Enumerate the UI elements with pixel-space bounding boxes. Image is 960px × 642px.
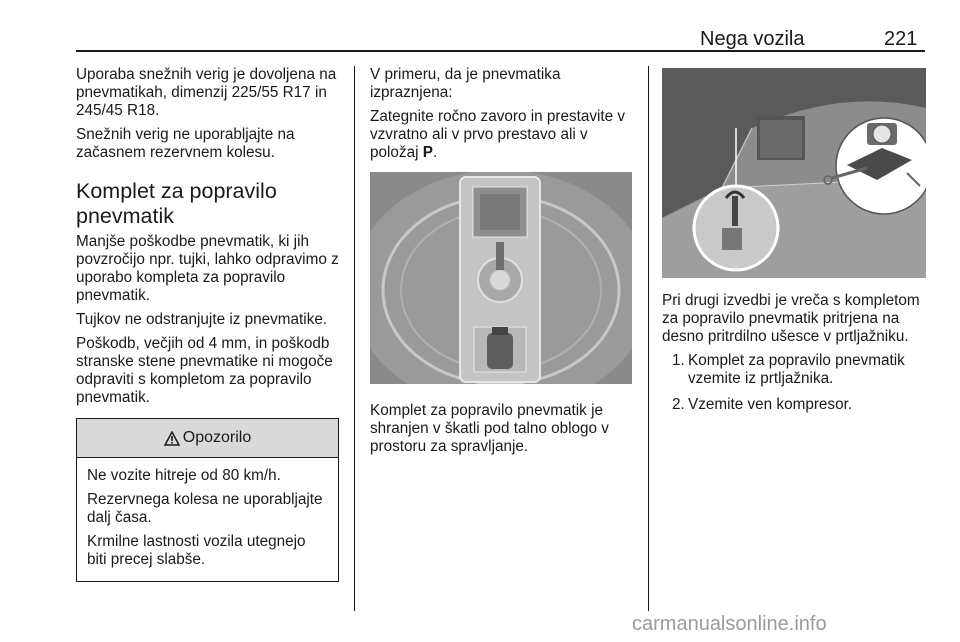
paragraph: Tujkov ne odstranjujte iz pnevmatike.	[76, 311, 328, 328]
step-item: 2. Vzemite ven kompresor.	[672, 396, 853, 413]
paragraph: Pri drugi izvedbi je vreča s kompletom za popravilo pnevmatik pritrjena na desno pritrdilno ušesce v prtljažniku.	[662, 292, 920, 345]
figure-caption: Komplet za popravilo pnevmatik je shranjen v škatli pod talno oblogo v prostoru za spravljanje.	[370, 402, 609, 455]
section-heading: Komplet za popravilo pnevmatik	[76, 179, 277, 228]
instruction-steps	[662, 352, 926, 414]
step-item: 1. Komplet za popravilo pnevmatik vzemite iz prtljažnika.	[672, 352, 905, 387]
page-section-title: Nega vozila	[700, 28, 805, 50]
repair-kit-storage-illustration	[370, 172, 632, 384]
warning-body	[77, 458, 338, 581]
column-divider	[354, 66, 355, 611]
gear-position-p: P	[422, 144, 433, 161]
column-left	[76, 66, 348, 582]
warning-line: Ne vozite hitreje od 80 km/h.	[87, 467, 281, 484]
header-rule	[76, 50, 925, 52]
watermark: carmanualsonline.info	[632, 613, 827, 635]
paragraph: Uporaba snežnih verig je dovoljena na pnevmatikah, dimenzij 225/55 R17 in 245/45 R18.	[76, 66, 337, 119]
warning-triangle-icon	[164, 431, 180, 446]
warning-header	[77, 419, 338, 458]
paragraph: Zategnite ročno zavoro in prestavite v vzvratno ali v prvo prestavo ali v položaj P.	[370, 108, 626, 161]
trunk-kit-illustration	[662, 68, 926, 278]
warning-title: Opozorilo	[182, 429, 252, 446]
paragraph: Snežnih verig ne uporabljajte na začasnem rezervnem kolesu.	[76, 126, 295, 161]
warning-line: Krmilne lastnosti vozila utegnejo biti precej slabše.	[87, 533, 306, 568]
warning-line: Rezervnega kolesa ne uporabljajte dalj časa.	[87, 491, 323, 526]
column-middle	[370, 66, 636, 462]
column-divider	[648, 66, 649, 611]
figure-repair-kit-in-trunk	[662, 68, 926, 278]
paragraph: Manjše poškodbe pnevmatik, ki jih povzročijo npr. tujki, lahko odpravimo z uporabo kompleta za popravilo pnevmatik.	[76, 233, 339, 304]
paragraph: Poškodb, večjih od 4 mm, in poškodb stranske stene pnevmatike ni mogoče odpraviti s kompletom za popravilo pnevmatik.	[76, 335, 333, 406]
paragraph: V primeru, da je pnevmatika izpraznjena:	[370, 66, 561, 101]
column-right	[662, 66, 926, 422]
page-number: 221	[884, 28, 918, 50]
figure-repair-kit-under-floor	[370, 172, 636, 384]
warning-box	[76, 418, 339, 582]
